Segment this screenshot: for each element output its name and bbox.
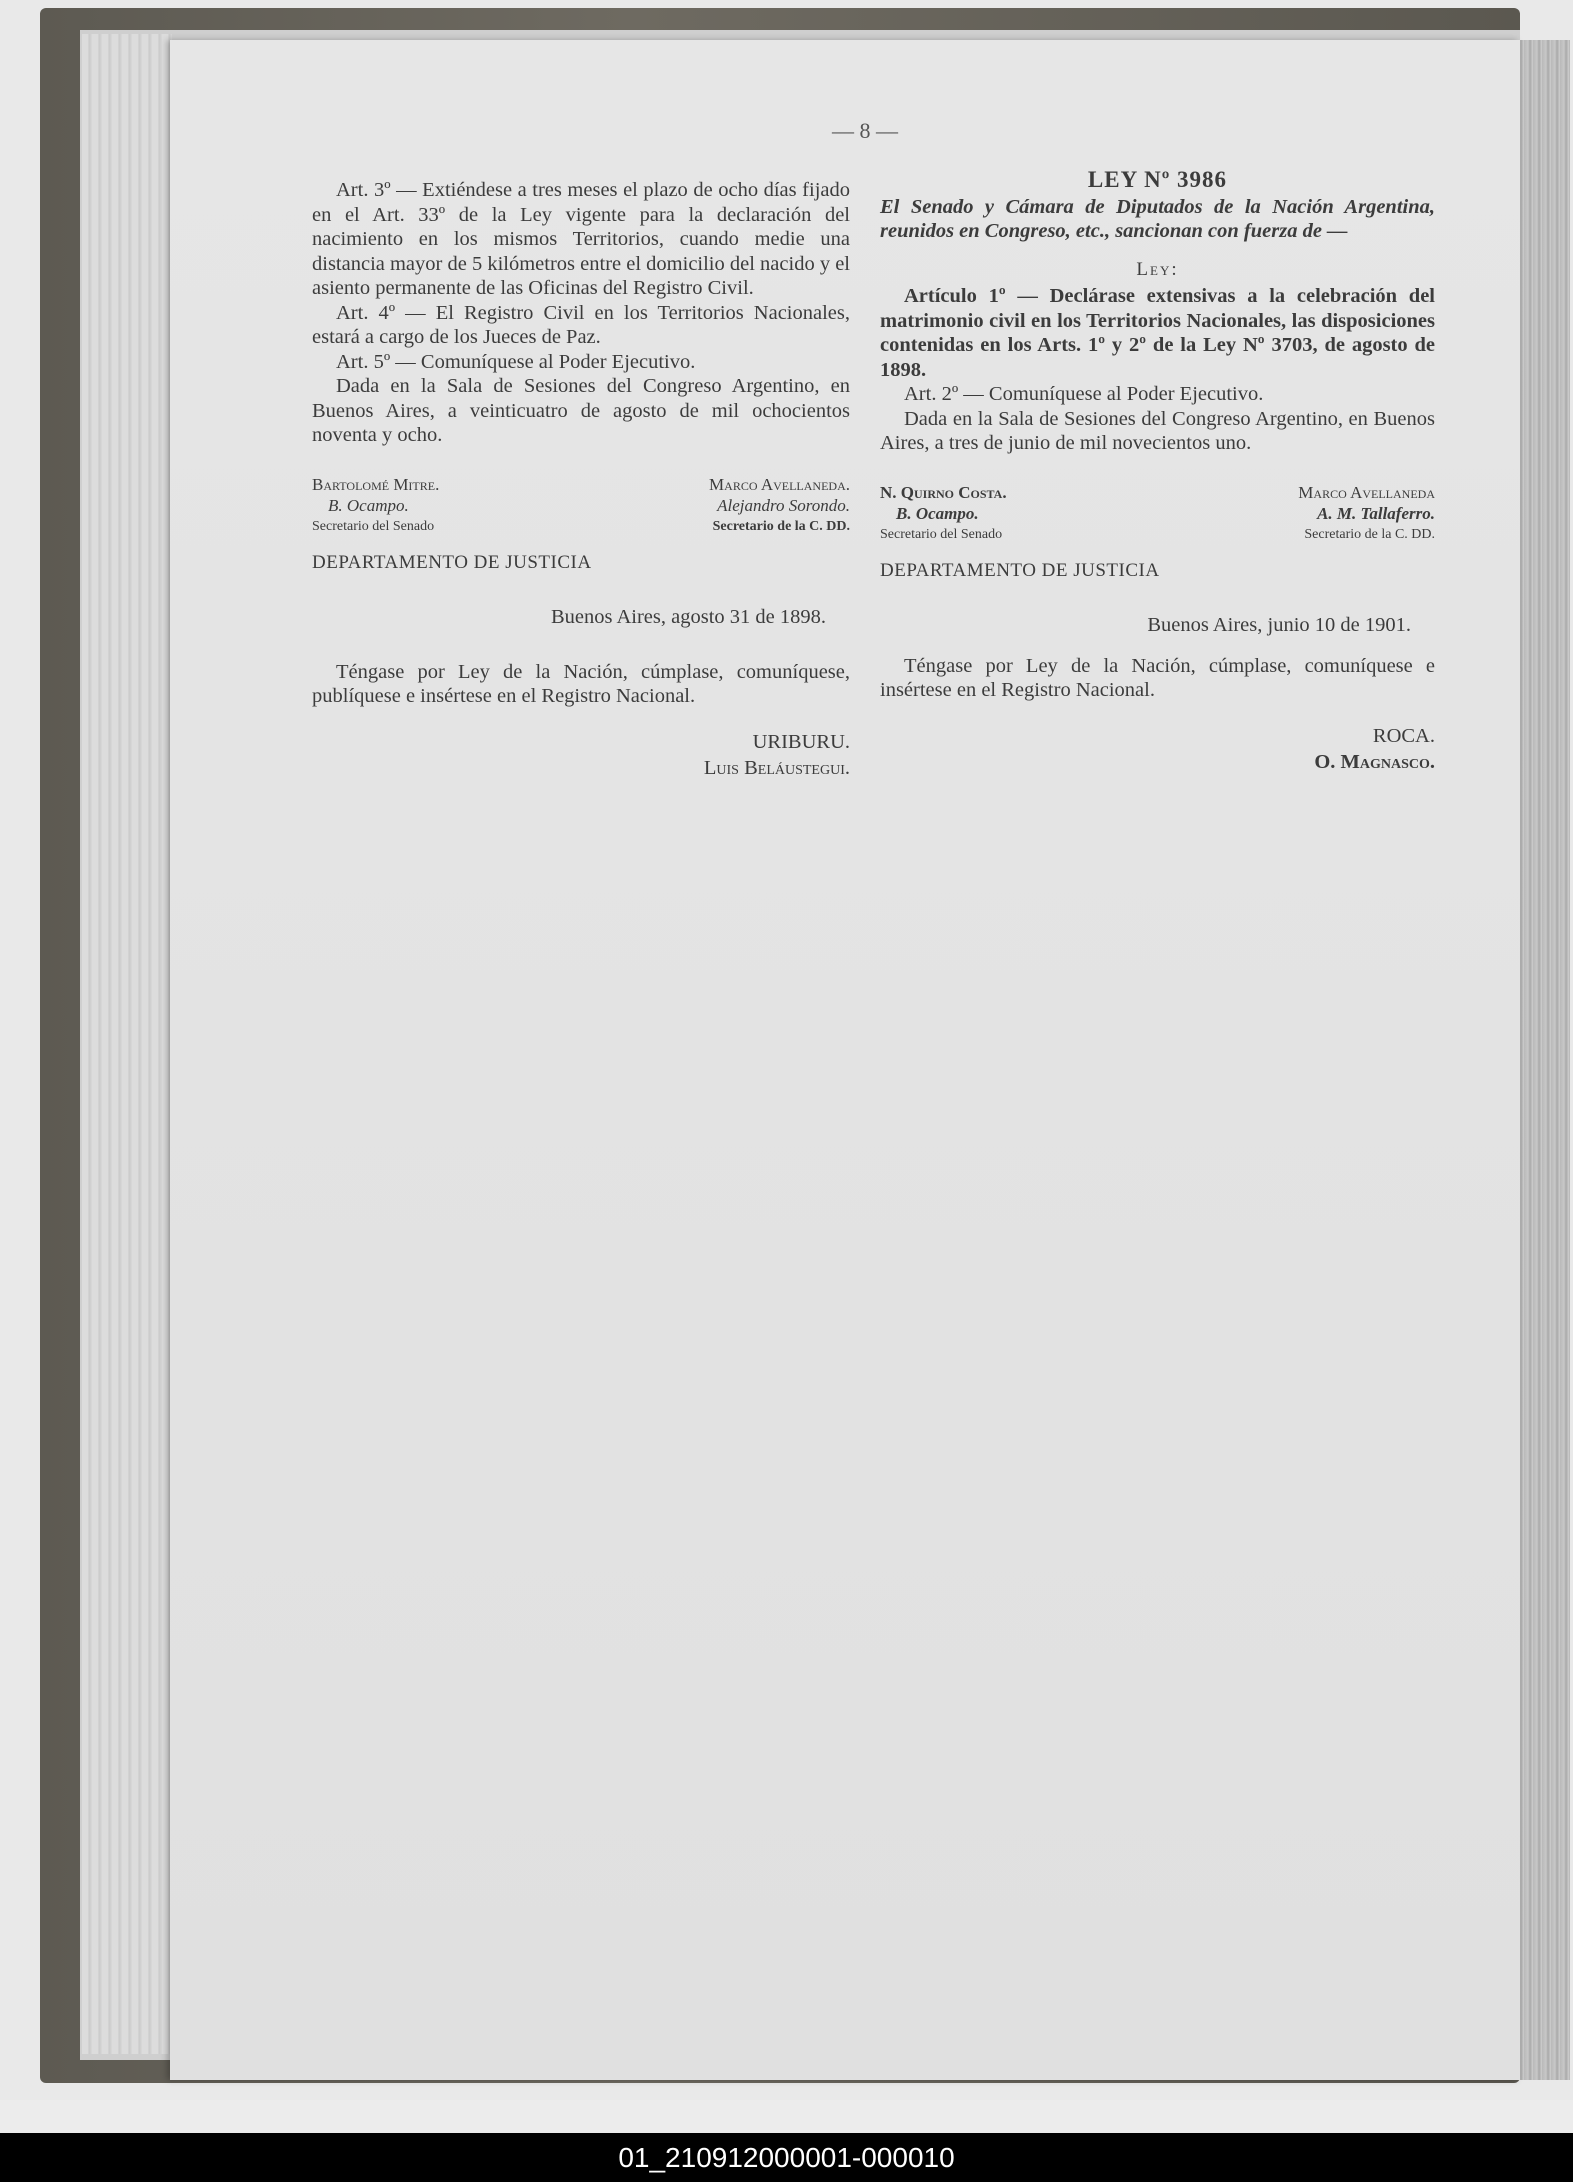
law-title: LEY Nº 3986 xyxy=(1087,167,1228,192)
law-preamble: El Senado y Cámara de Diputados de la Nación Argentina, reunidos en Congreso, etc., sancionan con fuerza de — xyxy=(880,195,1435,242)
secretary-name: Alejandro Sorondo. xyxy=(717,495,850,515)
page-edges-right xyxy=(1515,40,1570,2080)
signature-left xyxy=(312,474,439,537)
final-signatures xyxy=(880,723,1435,775)
department-heading: DEPARTAMENTO DE JUSTICIA xyxy=(312,551,592,573)
scan-margin xyxy=(0,2100,1573,2133)
secretary-name: A. M. Tallaferro. xyxy=(1317,503,1435,523)
secretary-role: Secretario del Senado xyxy=(880,526,1003,542)
signer-name: Bartolomé Mitre. xyxy=(312,474,440,494)
article-3: Art. 3º — Extiéndese a tres meses el plazo de ocho días fijado en el Art. 33º de la Ley vigente para la declaración del nacimiento en los mismos Territorios, cuando medie una distancia mayor de 5 kilómetros entre el domicilio del nacido y el asiento permanente de las Oficinas del Registro Civil. xyxy=(312,179,850,299)
decree-date: Buenos Aires, junio 10 de 1901. xyxy=(1147,614,1411,636)
secretary-role: Secretario de la C. DD. xyxy=(712,518,850,534)
secretary-name: B. Ocampo. xyxy=(896,503,979,523)
signature-left xyxy=(880,482,1007,545)
decree-text: Téngase por Ley de la Nación, cúmplase, comuníquese e insértese en el Registro Nacional. xyxy=(880,654,1435,701)
minister-signature: O. Magnasco. xyxy=(1314,751,1435,773)
signature-right xyxy=(709,474,850,537)
final-signatures xyxy=(312,729,850,781)
signer-name: Marco Avellaneda xyxy=(1298,482,1435,502)
decree-text: Téngase por Ley de la Nación, cúmplase, comuníquese, publíquese e insértese en el Registro Nacional. xyxy=(312,660,850,707)
signature-table xyxy=(312,474,850,537)
president-signature: URIBURU. xyxy=(752,731,850,753)
minister-signature: Luis Beláustegui. xyxy=(703,757,850,779)
department-heading: DEPARTAMENTO DE JUSTICIA xyxy=(880,559,1160,581)
president-signature: ROCA. xyxy=(1372,725,1435,747)
secretary-role: Secretario de la C. DD. xyxy=(1304,526,1435,542)
dada-paragraph: Dada en la Sala de Sesiones del Congreso Argentino, en Buenos Aires, a veinticuatro de agosto de mil ochocientos noventa y ocho. xyxy=(312,375,850,446)
signer-name: N. Quirno Costa. xyxy=(880,482,1007,502)
image-label-bar: 01_210912000001-000010 xyxy=(0,2133,1573,2182)
article-2: Art. 2º — Comuníquese al Poder Ejecutivo. xyxy=(904,383,1264,405)
dada-paragraph: Dada en la Sala de Sesiones del Congreso Argentino, en Buenos Aires, a tres de junio de mil novecientos uno. xyxy=(880,407,1435,454)
signer-name: Marco Avellaneda. xyxy=(709,474,850,494)
secretary-name: B. Ocampo. xyxy=(328,495,409,515)
article-5: Art. 5º — Comuníquese al Poder Ejecutivo. xyxy=(336,350,696,373)
page-number: — 8 — xyxy=(832,118,898,143)
signature-right xyxy=(1298,482,1435,545)
article-1: Artículo 1º — Declárase extensivas a la celebración del matrimonio civil en los Territorios Nacionales, las disposiciones contenidas en los Arts. 1º y 2º de la Ley Nº 3703, de agosto de 1898. xyxy=(880,285,1435,381)
right-column xyxy=(880,168,1435,775)
left-column xyxy=(312,178,850,781)
article-4: Art. 4º — El Registro Civil en los Territorios Nacionales, estará a cargo de los Jueces de Paz. xyxy=(312,301,850,348)
page-edges-left xyxy=(82,34,172,2054)
secretary-role: Secretario del Senado xyxy=(312,518,435,534)
ley-label: Ley: xyxy=(1136,258,1179,280)
signature-table xyxy=(880,482,1435,545)
decree-date: Buenos Aires, agosto 31 de 1898. xyxy=(550,606,826,628)
